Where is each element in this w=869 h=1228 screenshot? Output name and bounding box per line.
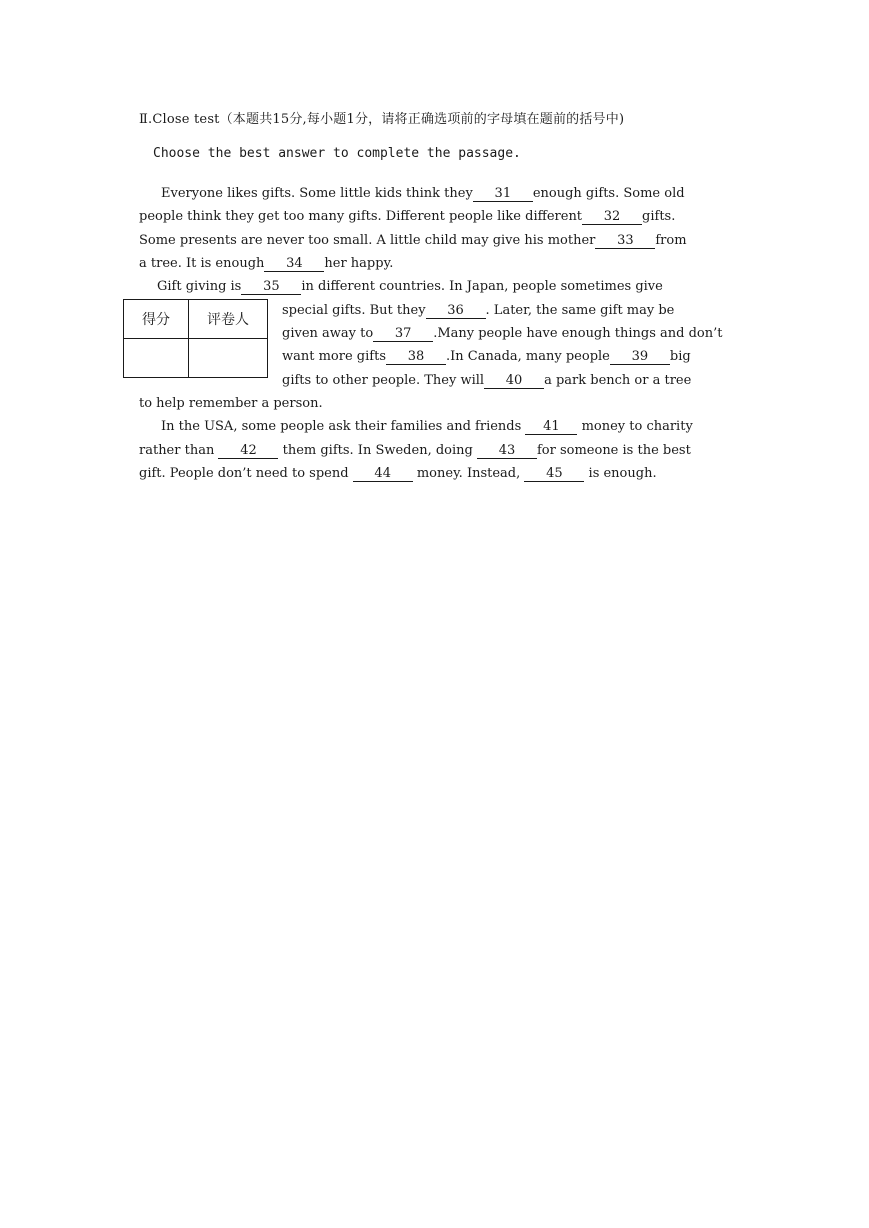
answer-blank-36[interactable]: 36 [426,303,486,319]
answer-blank-38[interactable]: 38 [386,349,446,365]
line-text: a park bench or a tree [544,373,692,388]
line-text: enough gifts. Some old [532,186,685,201]
answer-blank-44[interactable]: 44 [353,466,413,482]
instruction-text: Choose the best answer to complete the passage. [153,146,521,161]
line-text: money. Instead, [416,466,521,481]
line-text: big [669,349,691,364]
line-text: gifts. [642,209,676,224]
line-text: for someone is the best [536,443,691,458]
line-text: gift. People don’t need to spend [139,466,349,481]
answer-blank-34[interactable]: 34 [264,256,324,272]
answer-blank-35[interactable]: 35 [241,279,301,295]
line-text: in different countries. In Japan, people sometimes give [301,279,663,294]
line-text: a tree. It is enough [139,256,265,271]
line-text: Everyone likes gifts. Some little kids think they [161,186,473,201]
score-cell[interactable] [124,339,189,378]
line-text: to help remember a person. [139,396,323,411]
section-heading: Ⅱ.Close test（本题共15分,每小题1分，请将正确选项前的字母填在题前的括号中) [139,112,625,127]
line-text: In the USA, some people ask their families and friends [161,419,522,434]
passage-line [282,371,691,391]
line-text: is enough. [588,466,657,481]
answer-blank-33[interactable]: 33 [595,233,655,249]
line-text: given away to [282,326,374,341]
answer-blank-32[interactable]: 32 [582,209,642,225]
grader-cell[interactable] [189,339,268,378]
answer-blank-40[interactable]: 40 [484,373,544,389]
passage-line [139,441,691,461]
passage-line [282,347,691,367]
answer-blank-41[interactable]: 41 [525,419,577,435]
line-text: them gifts. In Sweden, doing [282,443,473,458]
passage-line [139,231,687,251]
answer-blank-39[interactable]: 39 [610,349,670,365]
line-text: special gifts. But they [282,303,426,318]
line-text: .Many people have enough things and don’t [433,326,723,341]
passage-line [139,464,657,484]
passage-line [139,394,323,414]
answer-blank-45[interactable]: 45 [524,466,584,482]
passage-line [282,301,674,321]
answer-blank-42[interactable]: 42 [218,443,278,459]
line-text: from [655,233,687,248]
answer-blank-37[interactable]: 37 [373,326,433,342]
line-text: Some presents are never too small. A little child may give his mother [139,233,596,248]
grader-label: 评卷人 [189,300,268,339]
answer-blank-43[interactable]: 43 [477,443,537,459]
score-table [123,299,268,378]
passage-line [161,184,685,204]
line-text: money to charity [581,419,693,434]
passage-line [282,324,722,344]
answer-blank-31[interactable]: 31 [473,186,533,202]
passage-line [157,277,663,297]
line-text: people think they get too many gifts. Different people like different [139,209,583,224]
passage-line [139,207,675,227]
line-text: . Later, the same gift may be [485,303,675,318]
line-text: .In Canada, many people [446,349,610,364]
line-text: her happy. [324,256,394,271]
line-text: rather than [139,443,215,458]
line-text: want more gifts [282,349,386,364]
line-text: Gift giving is [157,279,242,294]
passage-line [161,417,693,437]
score-label: 得分 [124,300,189,339]
passage-line [139,254,393,274]
line-text: gifts to other people. They will [282,373,485,388]
